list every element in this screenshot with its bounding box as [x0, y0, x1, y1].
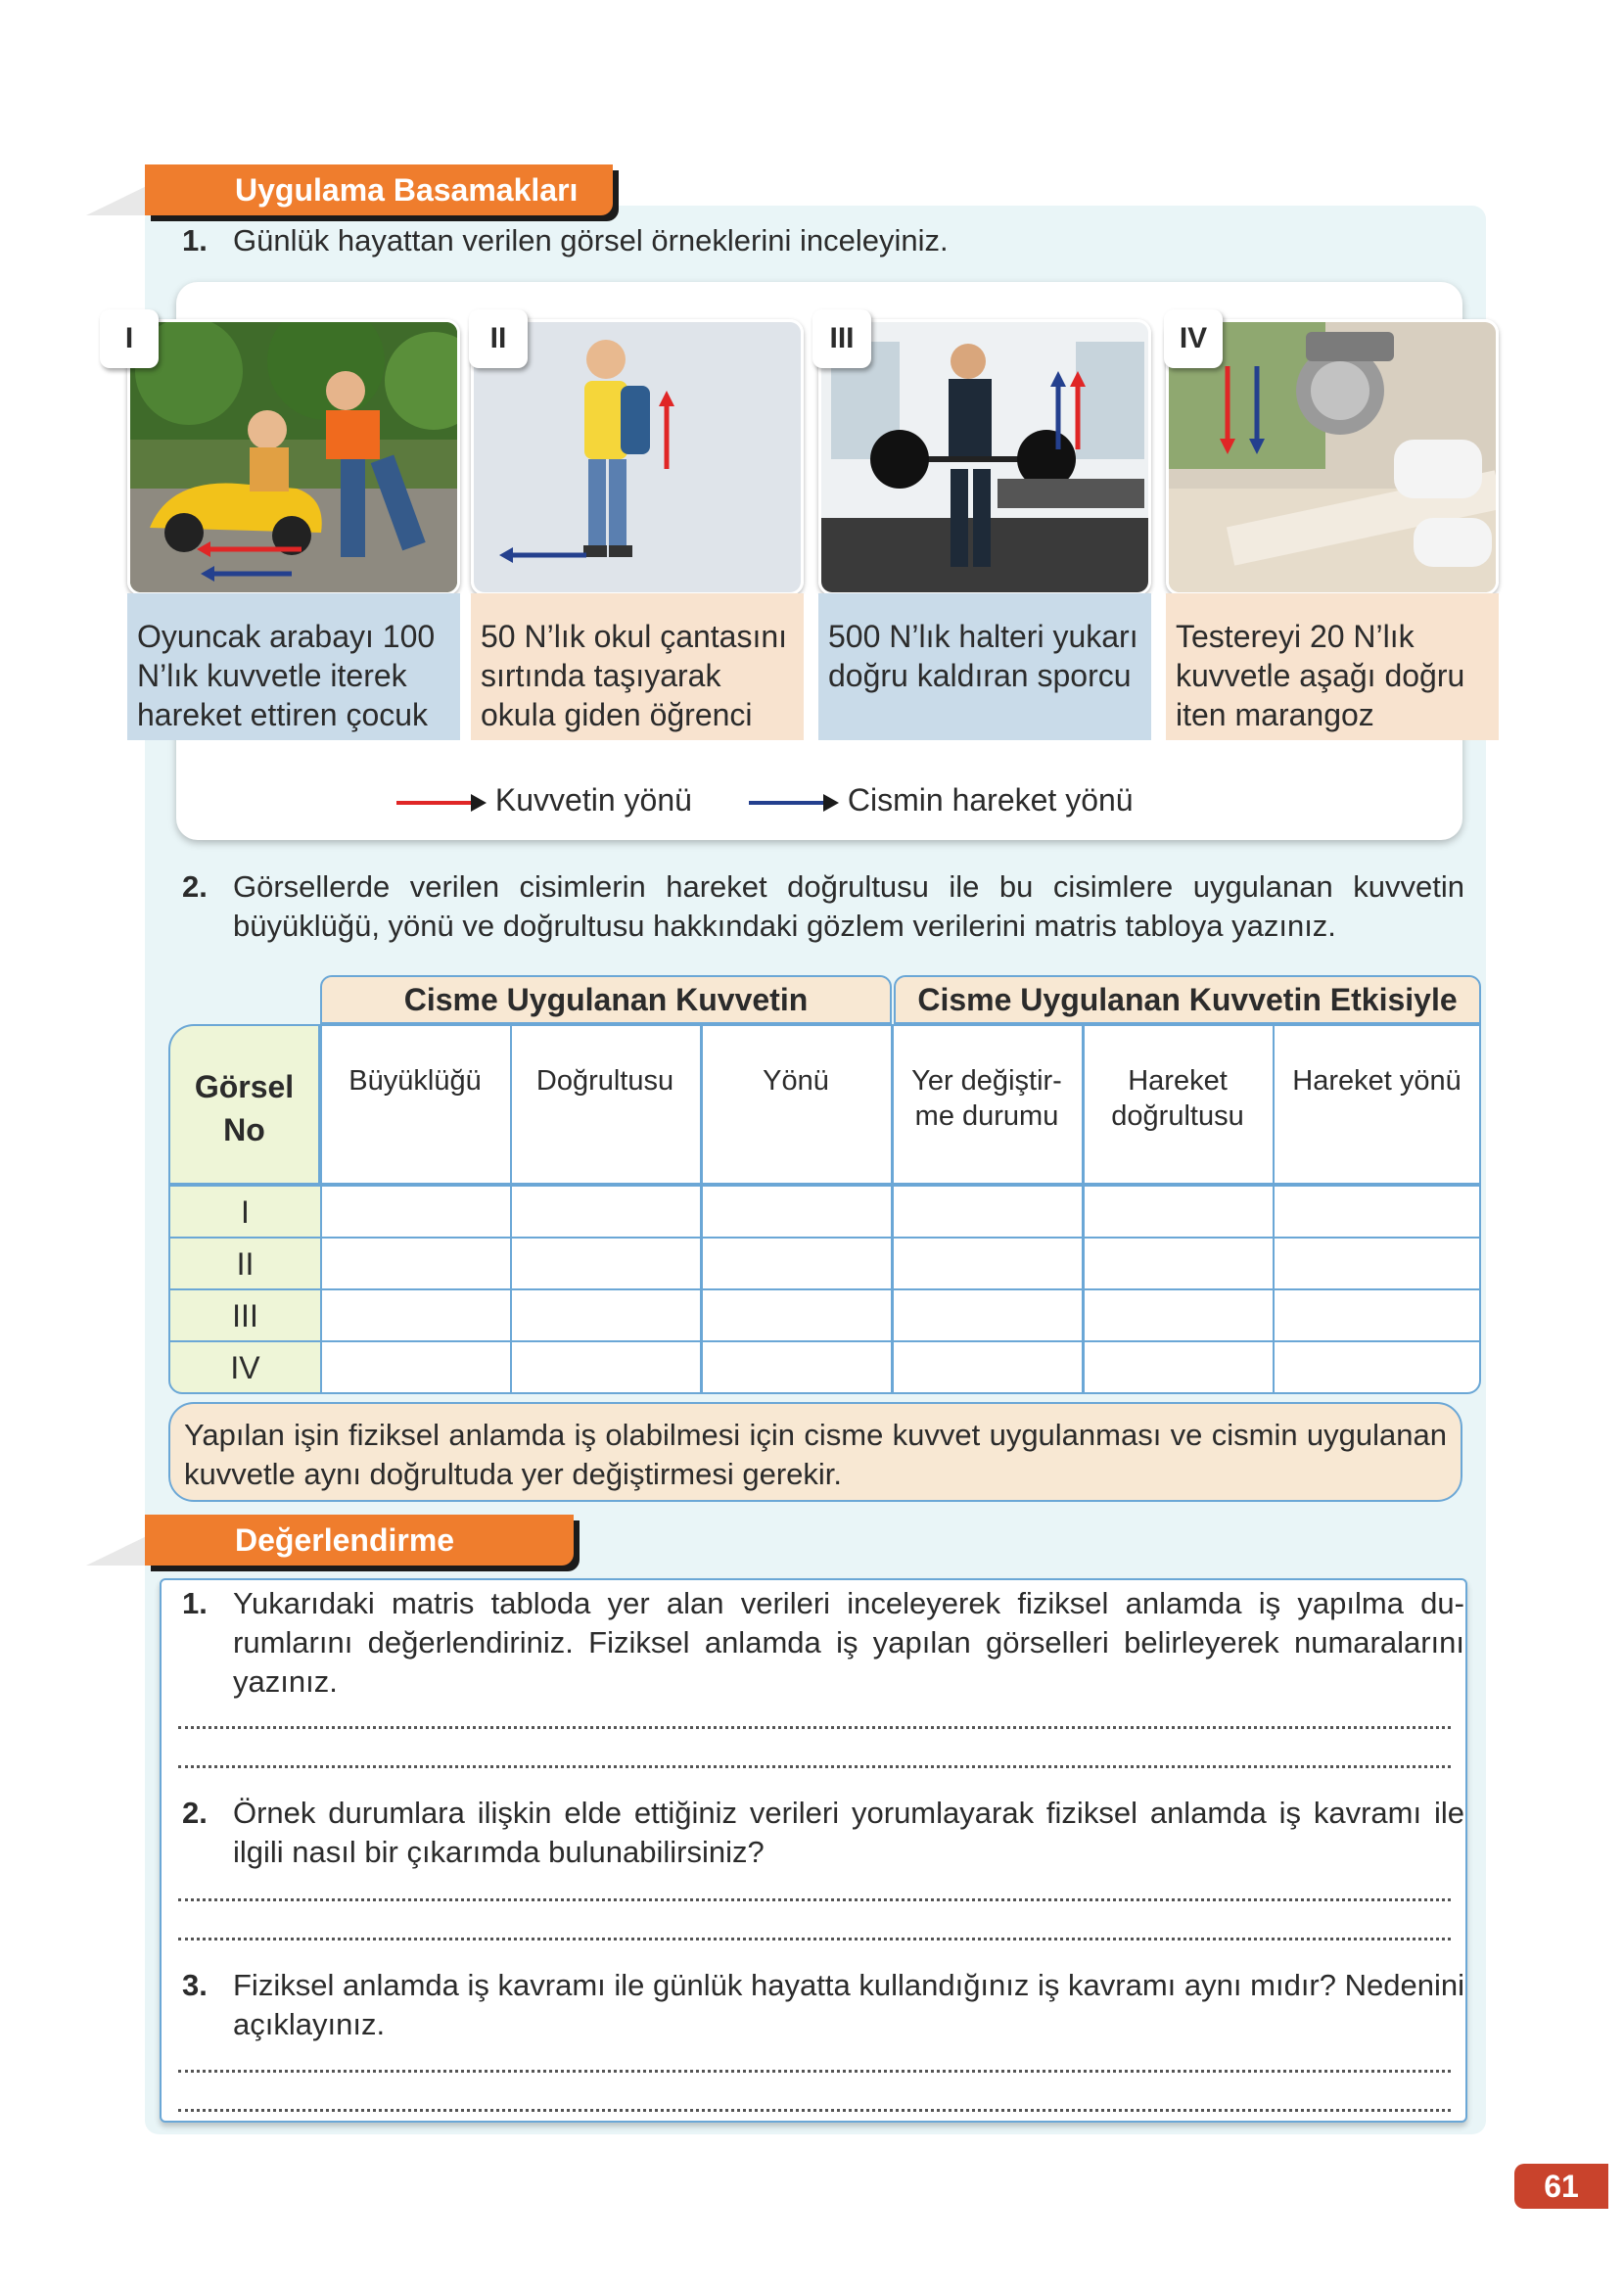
blue-arrow-icon [749, 791, 839, 815]
matrix-row-label: IV [168, 1340, 322, 1394]
legend-force-label: Kuvvetin yönü [494, 782, 692, 818]
matrix-group-header-effect: Cisme Uygulanan Kuvvetin Etkisiyle [894, 975, 1481, 1024]
matrix-row-label: III [168, 1288, 322, 1342]
matrix-input-cell[interactable] [1273, 1340, 1481, 1394]
legend-motion [749, 780, 1134, 819]
legend-motion-label: Cismin hareket yönü [847, 782, 1134, 818]
matrix-column-label: Hareket doğrultusu [1111, 1065, 1244, 1132]
roman-label: I [100, 309, 159, 368]
matrix-input-cell[interactable] [1083, 1237, 1275, 1290]
step-2 [182, 867, 1464, 946]
matrix-input-cell[interactable] [510, 1340, 702, 1394]
section-tab-degerlendirme [145, 1515, 574, 1566]
matrix-input-cell[interactable] [1273, 1237, 1481, 1290]
work-definition-note: Yapılan işin fiziksel anlamda iş olabilmesi için cisme kuvvet uygulanması ve cismin uygulanan kuvvetle aynı doğrultuda yer değiştirmesi gerekir. [168, 1402, 1462, 1502]
matrix-input-cell[interactable] [320, 1288, 512, 1342]
matrix-rowhead-label: Görsel No [194, 1069, 295, 1147]
matrix-input-cell[interactable] [510, 1237, 702, 1290]
matrix-row-label: II [168, 1237, 322, 1290]
red-arrow-icon [396, 791, 487, 815]
matrix-input-cell[interactable] [510, 1288, 702, 1342]
matrix-input-cell[interactable] [1273, 1185, 1481, 1239]
eval-question-2 [182, 1794, 1464, 1872]
question-text: Yukarıdaki matris tabloda yer alan verileri inceleyerek fiziksel anlamda iş yapılma durumlarını değerlendiriniz. Fiziksel anlamda iş yapılan görselleri belirleyerek numaralarını yazınız. [233, 1586, 1464, 1699]
matrix-input-cell[interactable] [320, 1237, 512, 1290]
matrix-input-cell[interactable] [510, 1185, 702, 1239]
step-text: Görsellerde verilen cisimlerin hareket doğrultusu ile bu cisimlere uygulanan kuvvetin büyüklüğü, yönü ve doğrultusu hakkındaki gözlem verilerini matris tabloya yazınız. [233, 869, 1464, 943]
matrix-input-cell[interactable] [892, 1185, 1084, 1239]
step-1 [182, 221, 1455, 260]
card-caption: 50 N’lık okul çantasını sırtında taşıyarak okula giden öğrenci [471, 593, 804, 740]
matrix-input-cell[interactable] [320, 1340, 512, 1394]
answer-line[interactable] [178, 1938, 1451, 1940]
matrix-input-cell[interactable] [320, 1185, 512, 1239]
matrix-header-cell [701, 1024, 893, 1185]
eval-question-1 [182, 1584, 1464, 1702]
step-text: Günlük hayattan verilen görsel örneklerini inceleyiniz. [233, 223, 949, 257]
roman-label: II [469, 309, 528, 368]
matrix-header-cell [320, 1024, 512, 1185]
photo-toy-car [127, 319, 460, 595]
answer-line[interactable] [178, 2109, 1451, 2112]
question-text: Fiziksel anlamda iş kavramı ile günlük hayatta kullandığınız iş kavramı aynı mıdır? Nedenini açıklayınız. [233, 1968, 1464, 2041]
question-number: 3. [182, 1968, 208, 2002]
section-title: Değerlendirme [145, 1515, 574, 1566]
question-text: Örnek durumlara ilişkin elde ettiğiniz verileri yorumlayarak fiziksel anlamda iş kavramı ile ilgili nasıl bir çıkarımda bulunabilirsiniz? [233, 1796, 1464, 1869]
card-caption: Oyuncak arabayı 100 N’lık kuvvetle iterek hareket ettiren çocuk [127, 593, 460, 740]
step-number: 2. [182, 869, 208, 904]
question-number: 2. [182, 1796, 208, 1830]
matrix-header-cell [1273, 1024, 1481, 1185]
matrix-input-cell[interactable] [1273, 1288, 1481, 1342]
matrix-input-cell[interactable] [892, 1288, 1084, 1342]
section-tab-uygulama [145, 164, 613, 215]
card-caption: Testereyi 20 N’lık kuvvetle aşağı doğru iten marangoz [1166, 593, 1499, 740]
matrix-column-label: Hareket yönü [1292, 1065, 1462, 1097]
matrix-header-cell [510, 1024, 702, 1185]
matrix-column-label: Doğrultusu [535, 1065, 674, 1097]
matrix-rowhead [168, 1024, 320, 1185]
eval-question-3 [182, 1966, 1464, 2044]
step-number: 1. [182, 223, 208, 257]
matrix-column-label: Yer değiştirme durumu [911, 1065, 1062, 1132]
matrix-group-header-force: Cisme Uygulanan Kuvvetin [320, 975, 892, 1024]
matrix-input-cell[interactable] [892, 1340, 1084, 1394]
matrix-column-label: Yönü [763, 1065, 829, 1097]
section-title: Uygulama Basamakları [145, 164, 613, 215]
answer-line[interactable] [178, 1726, 1451, 1729]
answer-line[interactable] [178, 2070, 1451, 2073]
matrix-input-cell[interactable] [1083, 1288, 1275, 1342]
legend-force [396, 780, 692, 819]
question-number: 1. [182, 1586, 208, 1620]
answer-line[interactable] [178, 1765, 1451, 1768]
answer-line[interactable] [178, 1898, 1451, 1901]
roman-label: IV [1164, 309, 1223, 368]
matrix-column-label: Büyüklüğü [348, 1065, 482, 1097]
roman-label: III [812, 309, 871, 368]
matrix-input-cell[interactable] [892, 1237, 1084, 1290]
matrix-input-cell[interactable] [701, 1237, 893, 1290]
matrix-input-cell[interactable] [701, 1185, 893, 1239]
matrix-input-cell[interactable] [1083, 1185, 1275, 1239]
card-caption: 500 N’lık halteri yukarı doğru kaldıran sporcu [818, 593, 1151, 740]
matrix-input-cell[interactable] [701, 1340, 893, 1394]
matrix-input-cell[interactable] [1083, 1340, 1275, 1394]
page-number: 61 [1514, 2164, 1608, 2209]
matrix-input-cell[interactable] [701, 1288, 893, 1342]
matrix-row-label: I [168, 1185, 322, 1239]
